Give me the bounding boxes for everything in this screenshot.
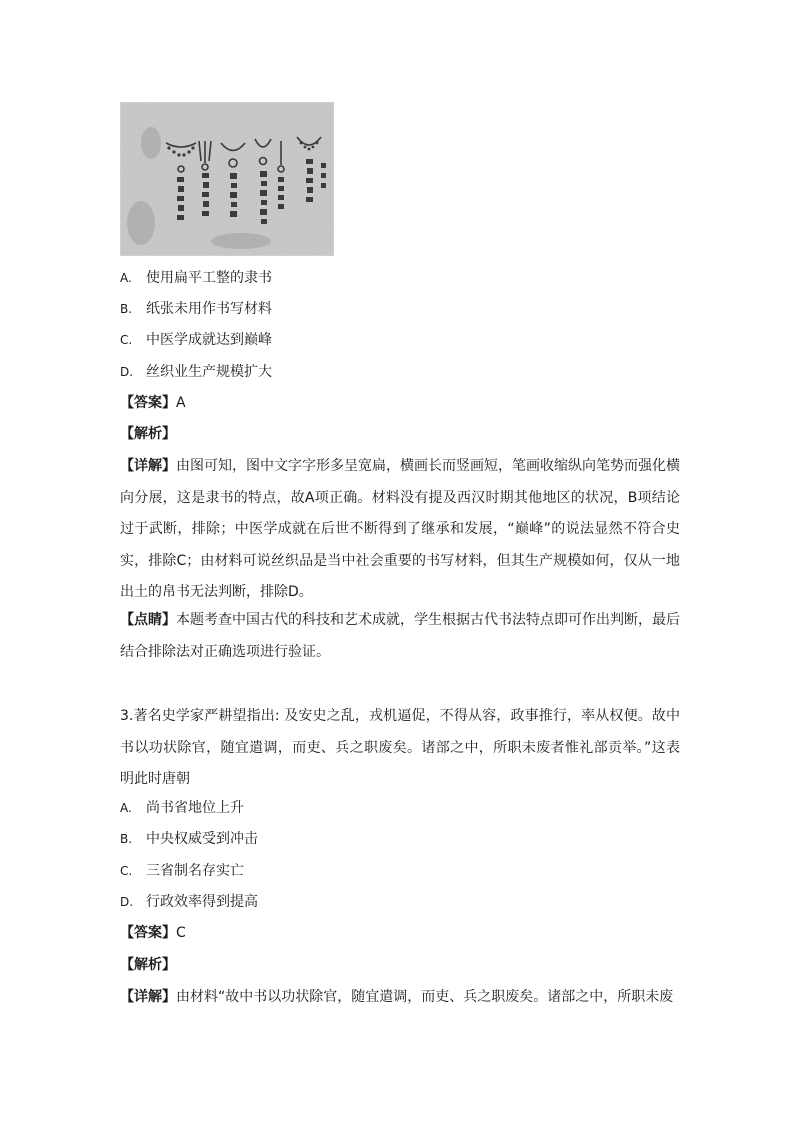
q3-stem: 3.著名史学家严耕望指出: 及安史之乱，戎机逼促，不得从容，政事推行，率从权便。故中书以功状除官，随宜遣调，而吏、兵之职废矣。诸部之中，所职未废者惟礼部贡举。”这表明此时唐朝 bbox=[120, 708, 680, 787]
q3-analysis-heading: 【解析】 bbox=[120, 957, 176, 973]
q2-analysis-heading: 【解析】 bbox=[120, 426, 176, 442]
q2-option-a: A. 使用扁平工整的隶书 bbox=[120, 270, 272, 286]
q3-answer: 【答案】C bbox=[120, 925, 186, 941]
q2-answer: 【答案】A bbox=[120, 395, 186, 411]
q3-option-c: C. 三省制名存实亡 bbox=[120, 863, 244, 879]
silk-manuscript-image bbox=[120, 102, 334, 256]
q3-detail-paragraph: 【详解】由材料“故中书以功状除官，随宜遣调，而吏、兵之职废矣。诸部之中，所职未废 bbox=[120, 989, 674, 1005]
q3-option-b: B. 中央权威受到冲击 bbox=[120, 831, 258, 847]
q3-option-d: D. 行政效率得到提高 bbox=[120, 894, 258, 910]
q2-highlight-paragraph: 【点睛】本题考查中国古代的科技和艺术成就，学生根据古代书法特点即可作出判断，最后结合排除法对正确选项进行验证。 bbox=[120, 612, 680, 660]
manuscript-illustration bbox=[121, 103, 334, 256]
q3-option-a: A. 尚书省地位上升 bbox=[120, 800, 244, 816]
q2-detail-paragraph: 【详解】由图可知，图中文字字形多呈宽扁，横画长而竖画短，笔画收缩纵向笔势而强化横向分展，这是隶书的特点，故A项正确。材料没有提及西汉时期其他地区的状况，B项结论过于武断，排除；中医学成就在后世不断得到了继承和发展，“巅峰”的说法显然不符合史实，排除C；由材料可说丝织品是当中社会重要的书写材料，但其生产规模如何，仅从一地出土的帛书无法判断，排除D。 bbox=[120, 458, 680, 600]
q2-option-c: C. 中医学成就达到巅峰 bbox=[120, 332, 272, 348]
q2-option-b: B. 纸张未用作书写材料 bbox=[120, 301, 272, 317]
q2-option-d: D. 丝织业生产规模扩大 bbox=[120, 364, 272, 380]
